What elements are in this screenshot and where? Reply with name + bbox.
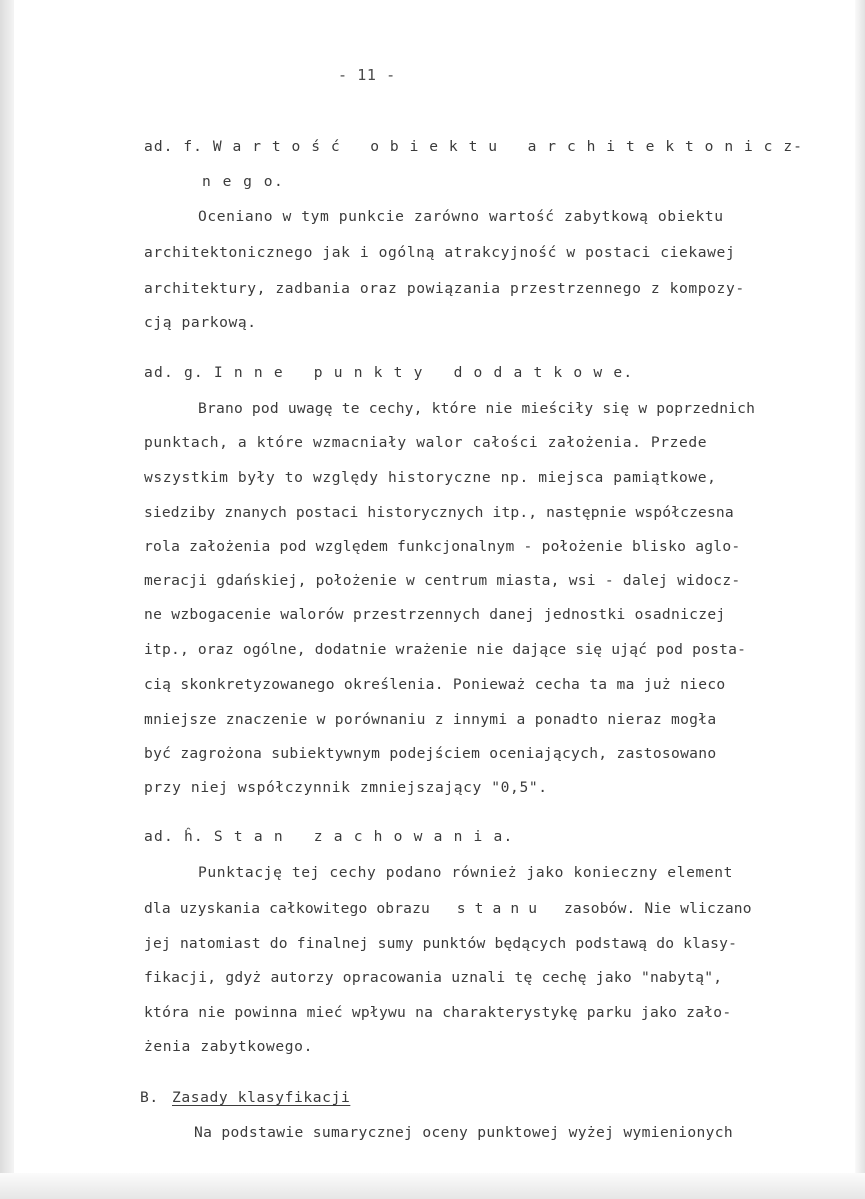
section-h-body-line: fikacji, gdyż autorzy opracowania uznali tę cechę jako "nabytą", [144,969,723,986]
section-g-body-line: Brano pod uwagę te cechy, które nie mieściły się w poprzednich [198,400,756,417]
section-g-body-line: mniejsze znaczenie w porównaniu z innymi a ponadto nieraz mogła [144,711,717,728]
page-number: - 11 - [338,66,396,84]
section-g-body-line: rola założenia pod względem funkcjonalnym - położenie blisko aglo- [144,538,741,555]
section-f-heading-continued: n e g o. [202,173,285,190]
section-h-body-line: która nie powinna mieć wpływu na charakterystykę parku jako zało- [144,1004,732,1021]
section-g-body-line: wszystkim były to względy historyczne np. miejsca pamiątkowe, [144,469,717,486]
section-g-body-line: ne wzbogacenie walorów przestrzennych danej jednostki osadniczej [144,606,726,623]
section-b-prefix: B. [140,1089,159,1106]
section-b-body-line: Na podstawie sumarycznej oceny punktowej wyżej wymienionych [194,1124,734,1141]
section-g-body-line: meracji gdańskiej, położenie w centrum miasta, wsi - dalej widocz- [144,572,741,589]
section-f-body-line: cją parkową. [144,314,257,331]
section-g-body-line: cią skonkretyzowanego określenia. Ponieważ cecha ta ma już nieco [144,676,726,693]
section-g-body-line: punktach, a które wzmacniały walor całości założenia. Przede [144,434,708,451]
section-g-body-line: być zagrożona subiektywnym podejściem oceniających, zastosowano [144,745,717,762]
section-g-body-line: siedziby znanych postaci historycznych itp., następnie współczesna [144,504,734,521]
section-f-body-line: architektury, zadbania oraz powiązania przestrzennego z kompozy- [144,280,745,297]
section-b-title: Zasady klasyfikacji [172,1089,351,1106]
section-g-heading: ad. g. I n n e p u n k t y d o d a t k o w e. [144,364,634,381]
section-f-body-line: Oceniano w tym punkcie zarówno wartość zabytkową obiektu [198,208,724,225]
section-g-body-line: itp., oraz ogólne, dodatnie wrażenie nie dające się ująć pod posta- [144,641,747,658]
section-g-body-line: przy niej współczynnik zmniejszający "0,5". [144,779,548,796]
section-h-body-line: dla uzyskania całkowitego obrazu s t a n u zasobów. Nie wliczano [144,900,752,917]
section-h-heading: ad. ĥ. S t a n z a c h o w a n i a. [144,828,514,845]
section-f-body-line: architektonicznego jak i ogólną atrakcyjność w postaci ciekawej [144,244,736,261]
section-f-heading: ad. f. W a r t o ś ć o b i e k t u a r c h i t e k t o n i c z- [144,138,804,155]
section-h-body-line: żenia zabytkowego. [144,1038,313,1055]
section-h-body-line: Punktację tej cechy podano również jako konieczny element [198,864,734,881]
section-h-body-line: jej natomiast do finalnej sumy punktów będących podstawą do klasy- [144,935,738,952]
